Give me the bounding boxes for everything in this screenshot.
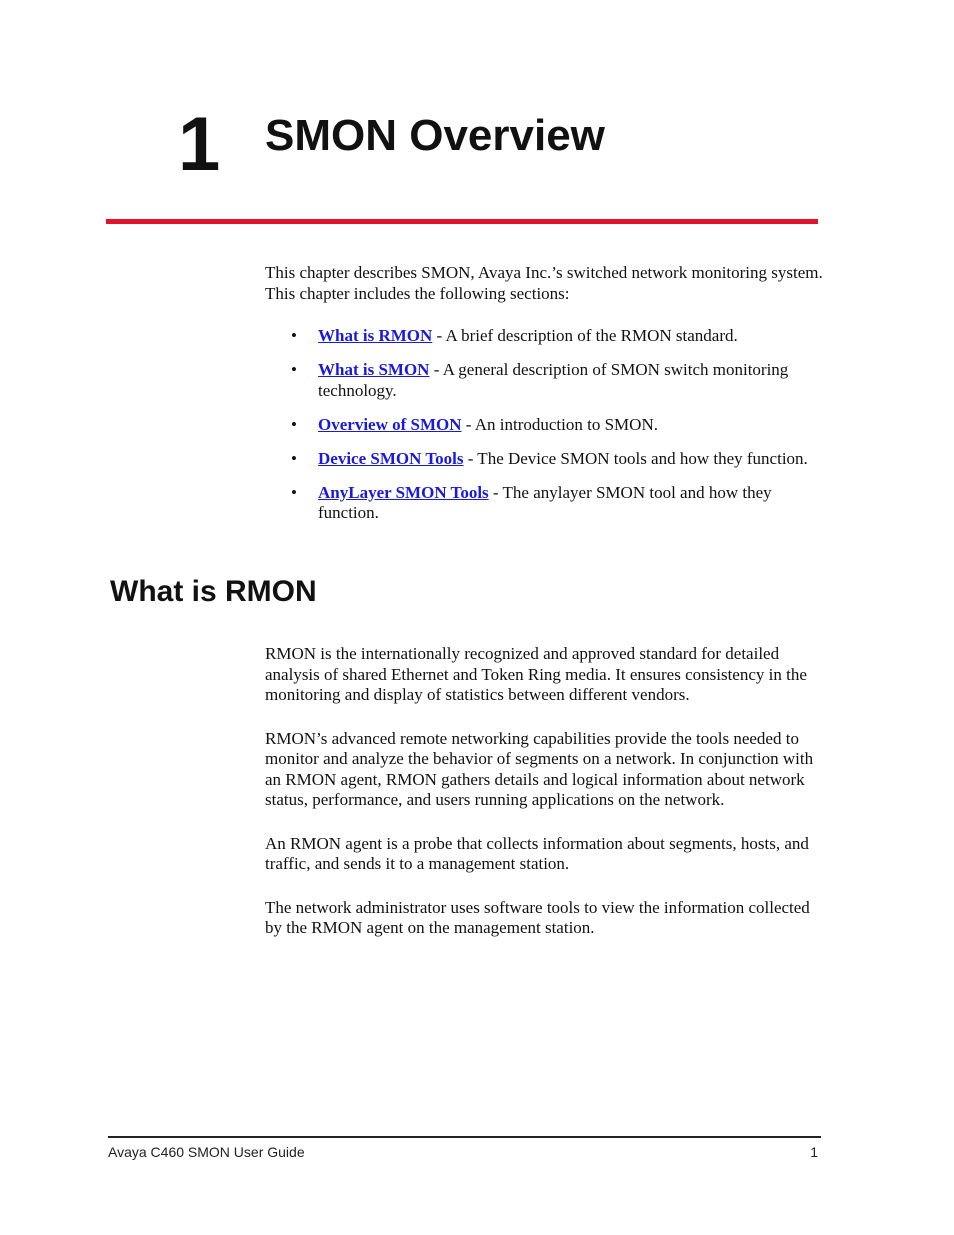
- list-item-description: - An introduction to SMON.: [461, 414, 658, 434]
- paragraph: The network administrator uses software tools to view the information collected by the RMON agent on the management station.: [265, 897, 810, 937]
- link-device-smon-tools[interactable]: Device SMON Tools: [318, 448, 464, 468]
- footer-title: Avaya C460 SMON User Guide: [108, 1144, 305, 1160]
- section-body: [265, 644, 825, 962]
- page-number: 1: [810, 1144, 818, 1160]
- section-heading: What is RMON: [110, 575, 317, 608]
- list-item-description: - The Device SMON tools and how they function.: [463, 448, 808, 468]
- link-anylayer-smon-tools[interactable]: AnyLayer SMON Tools: [318, 482, 489, 502]
- list-item: [265, 483, 825, 524]
- list-item: [265, 326, 825, 347]
- list-item-description: - The anylayer SMON tool and how they function.: [318, 482, 772, 522]
- bullet-icon: •: [291, 448, 297, 468]
- footer-divider: [108, 1136, 821, 1138]
- list-item-description: - A brief description of the RMON standard.: [432, 326, 738, 345]
- paragraph: An RMON agent is a probe that collects information about segments, hosts, and traffic, and sends it to a management station.: [265, 833, 809, 873]
- bullet-icon: •: [291, 414, 297, 434]
- list-item: [265, 415, 825, 436]
- paragraph: RMON is the internationally recognized and approved standard for detailed analysis of shared Ethernet and Token Ring media. It ensures consistency in the monitoring and display of statistics between different vendors.: [265, 644, 807, 704]
- bullet-icon: •: [291, 482, 297, 502]
- link-what-is-rmon[interactable]: What is RMON: [318, 326, 433, 345]
- section-list: [265, 326, 825, 537]
- chapter-title: SMON Overview: [265, 111, 605, 160]
- bullet-icon: •: [291, 326, 297, 345]
- list-item: [265, 360, 825, 401]
- list-item-description: - A general description of SMON switch monitoring technology.: [318, 360, 789, 400]
- chapter-divider: [106, 219, 818, 224]
- bullet-icon: •: [291, 360, 297, 379]
- list-item: [265, 449, 825, 470]
- link-what-is-smon[interactable]: What is SMON: [318, 360, 430, 379]
- paragraph: RMON’s advanced remote networking capabilities provide the tools needed to monitor and analyze the behavior of segments on a network. In conjunction with an RMON agent, RMON gathers details and logical information about network status, performance, and users running applications on the network.: [265, 728, 814, 809]
- chapter-number: 1: [178, 102, 219, 187]
- intro-paragraph: This chapter describes SMON, Avaya Inc.’s switched network monitoring system. This chapter includes the following sections:: [265, 263, 823, 303]
- link-overview-of-smon[interactable]: Overview of SMON: [318, 414, 462, 434]
